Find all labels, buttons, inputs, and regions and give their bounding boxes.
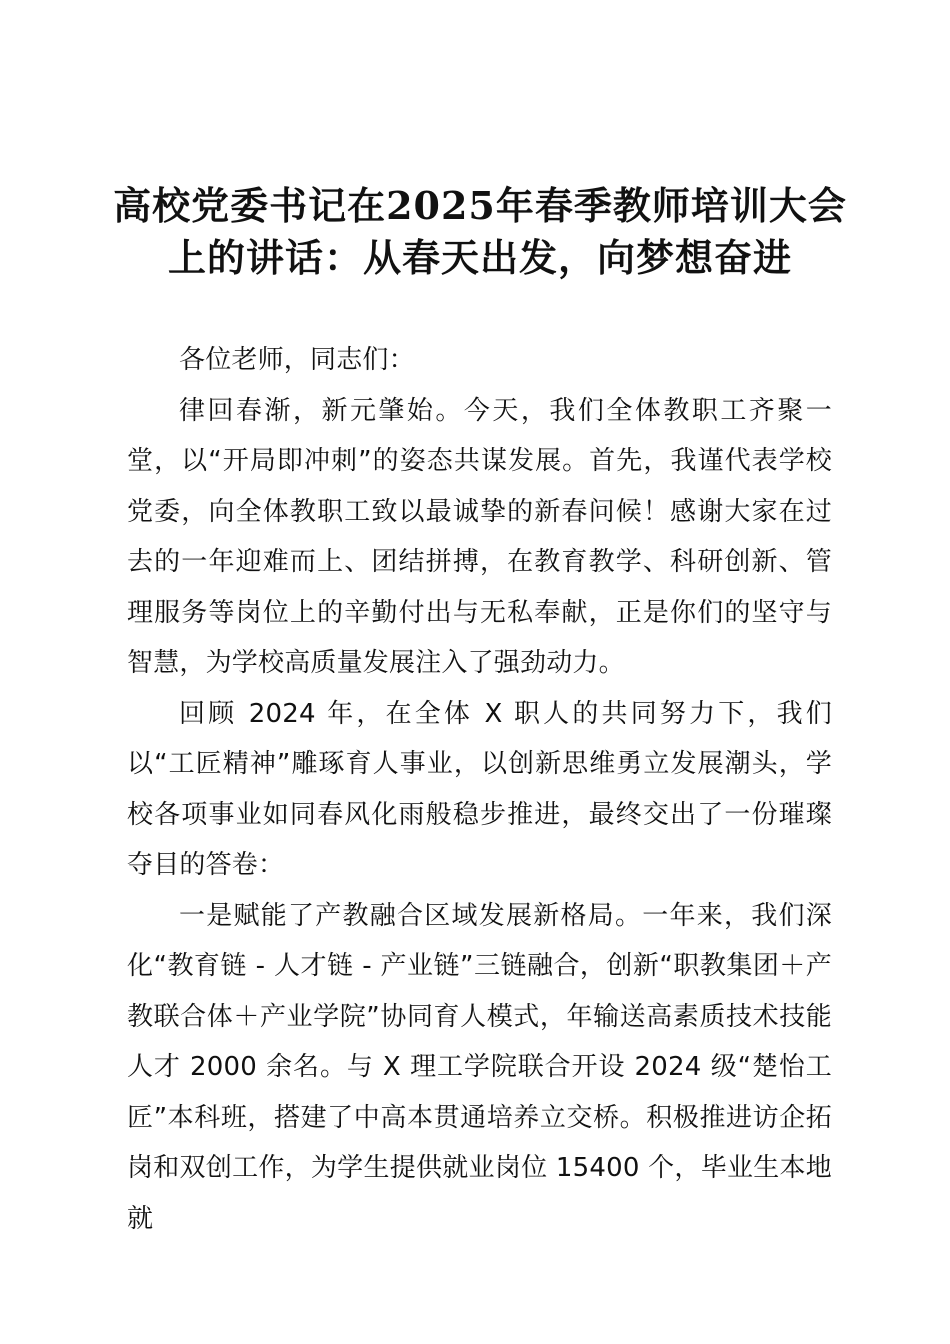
document-body bbox=[127, 335, 832, 1244]
salutation-paragraph: 各位老师，同志们： bbox=[179, 345, 415, 375]
body-paragraph: 律回春渐，新元肇始。今天，我们全体教职工齐聚一堂，以“开局即冲刺”的姿态共谋发展。首先，我谨代表学校党委，向全体教职工致以最诚挚的新春问候！感谢大家在过去的一年迎难而上、团结拼搏，在教育教学、科研创新、管理服务等岗位上的辛勤付出与无私奉献，正是你们的坚守与智慧，为学校高质量发展注入了强劲动力。 bbox=[127, 395, 832, 678]
body-paragraph: 回顾 2024 年，在全体 X 职人的共同努力下，我们以“工匠精神”雕琢育人事业，以创新思维勇立发展潮头，学校各项事业如同春风化雨般稳步推进，最终交出了一份璀璨夺目的答卷： bbox=[127, 698, 832, 880]
page-title: 高校党委书记在2025年春季教师培训大会上的讲话：从春天出发，向梦想奋进 bbox=[113, 183, 847, 280]
body-paragraph: 一是赋能了产教融合区域发展新格局。一年来，我们深化“教育链 - 人才链 - 产业链”三链融合，创新“职教集团＋产教联合体＋产业学院”协同育人模式，年输送高素质技术技能人才 2000 余名。与 X 理工学院联合开设 2024 级“楚怡工匠”本科班，搭建了中高本贯通培养立交桥。积极推进访企拓岗和双创工作，为学生提供就业岗位 15400 个，毕业生本地就 bbox=[127, 900, 832, 1234]
